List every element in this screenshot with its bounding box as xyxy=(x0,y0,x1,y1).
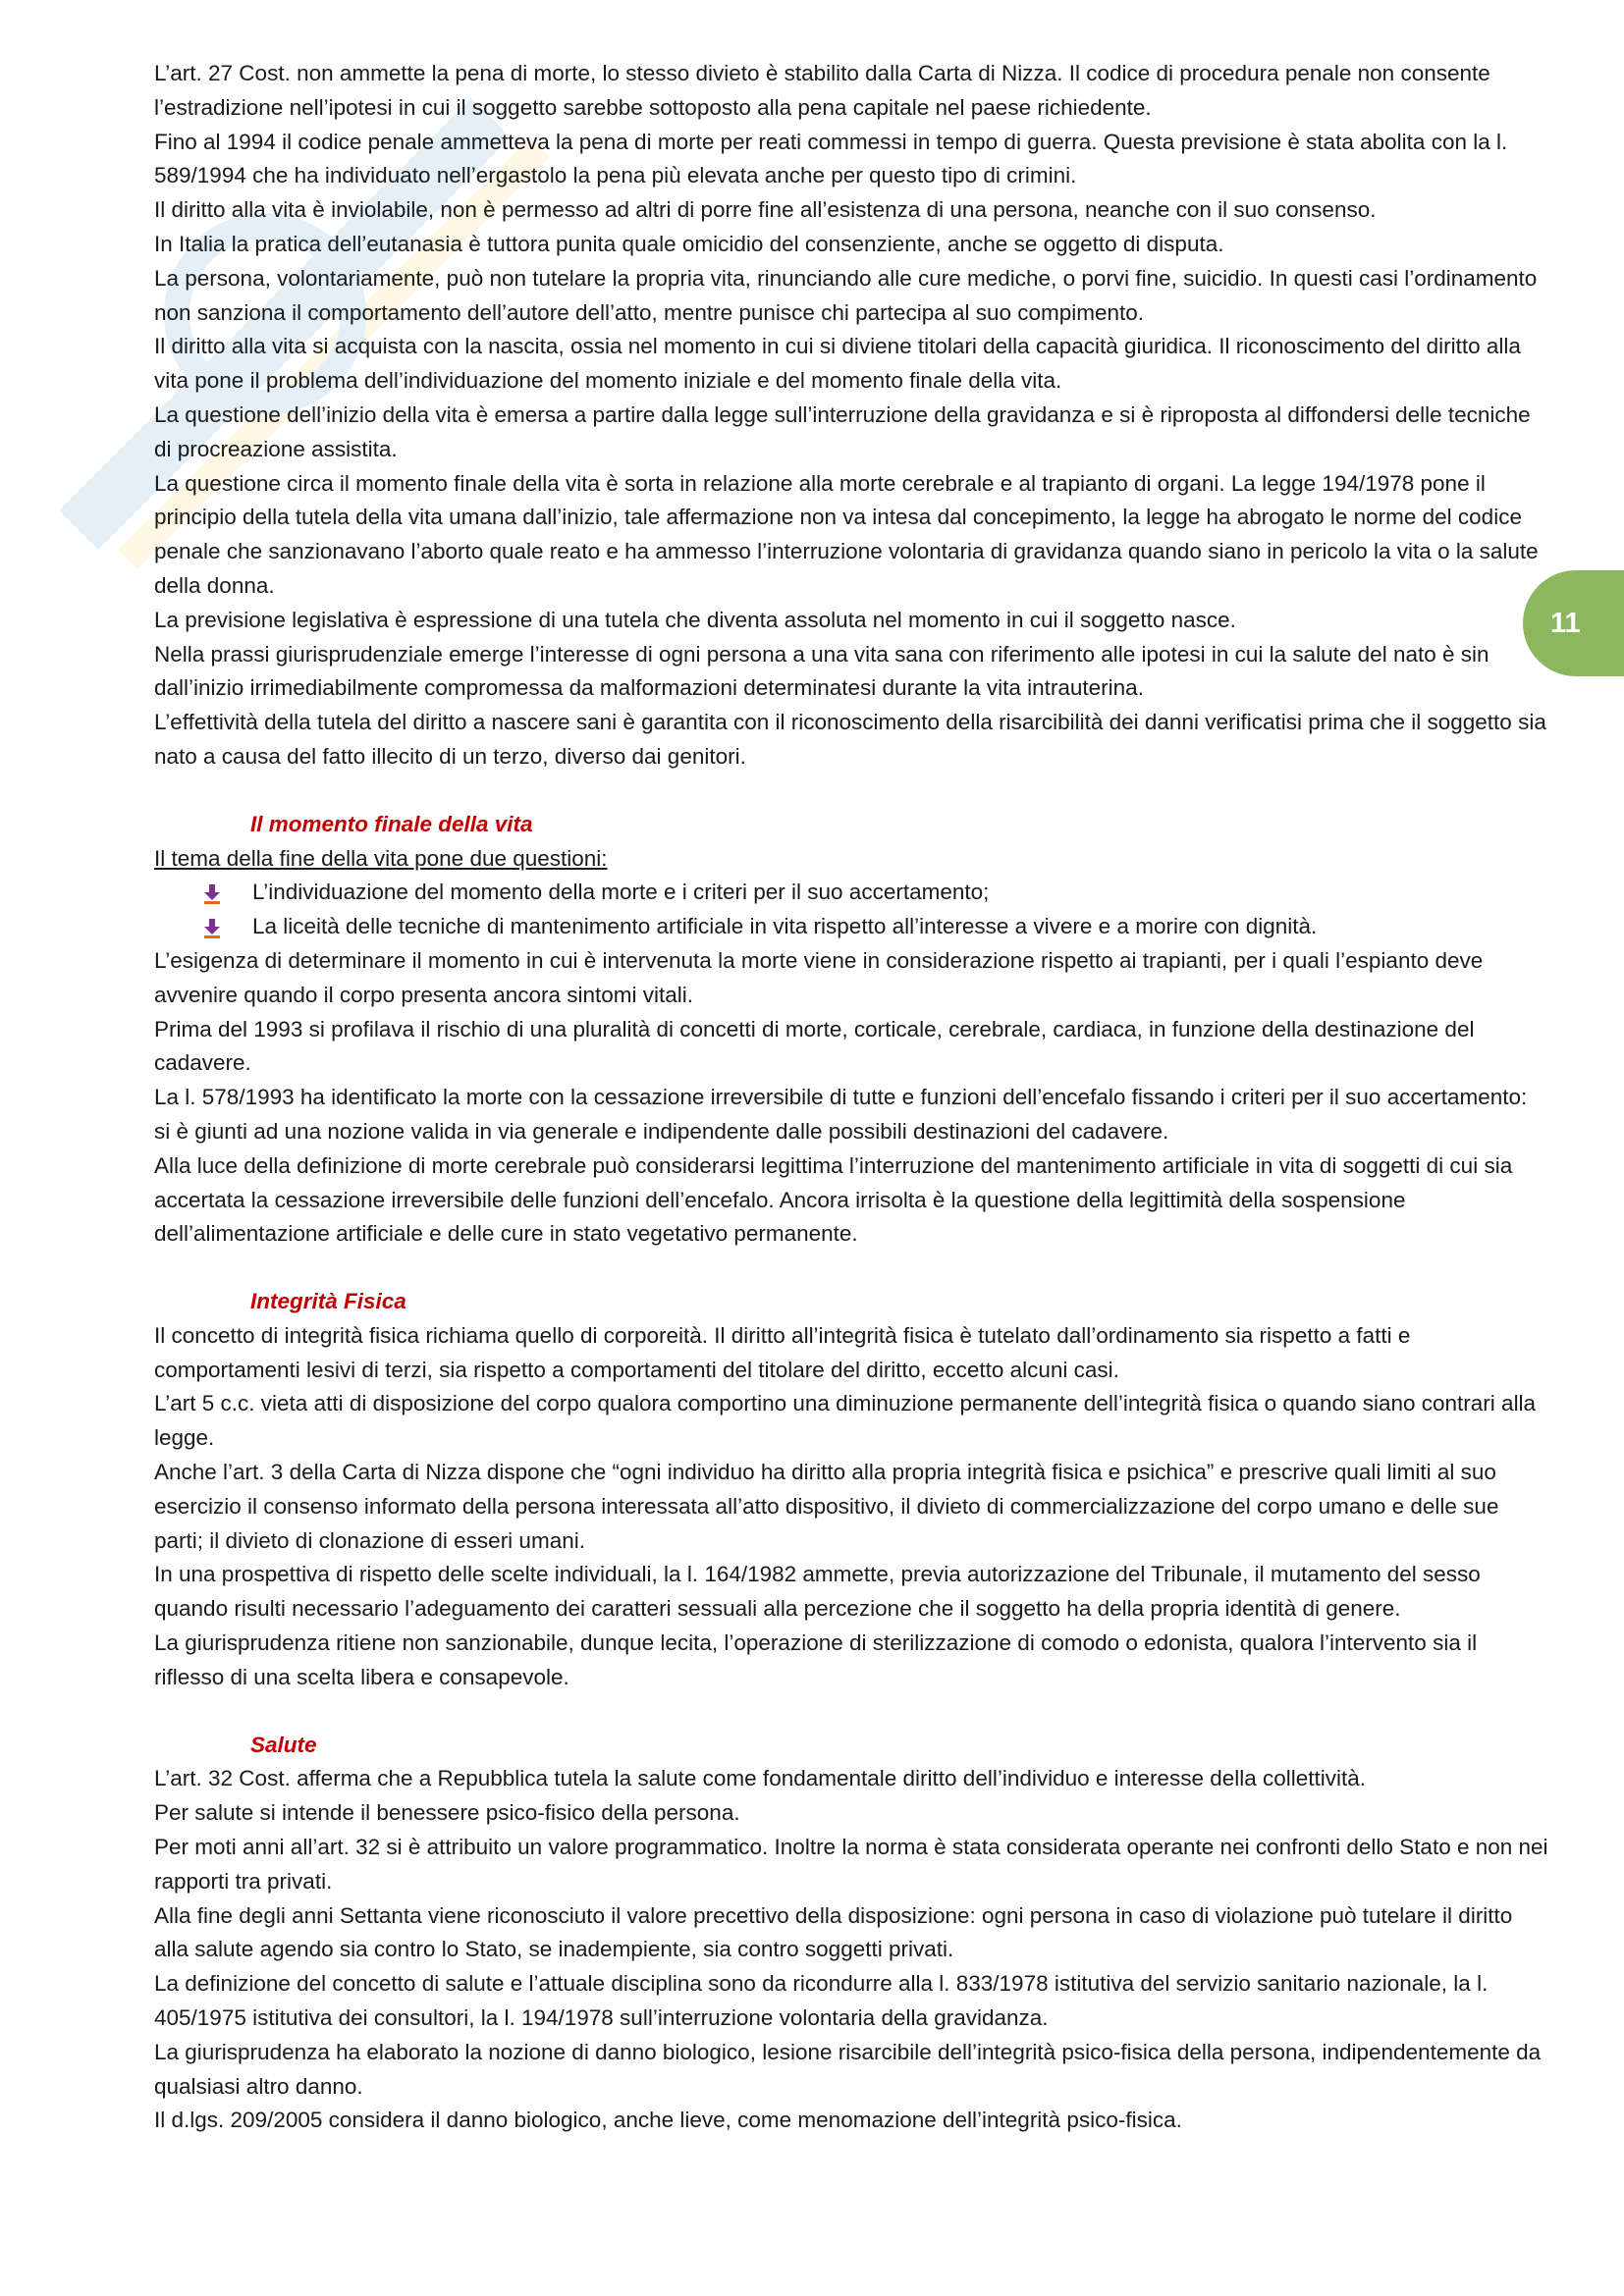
paragraph: La questione dell’inizio della vita è emersa a partire dalla legge sull’interruzione della gravidanza e si è riproposta al diffondersi delle tecniche di procreazione assistita. xyxy=(154,401,1531,461)
paragraph: L’esigenza di determinare il momento in cui è intervenuta la morte viene in considerazione rispetto ai trapianti, per i quali l’espianto deve avvenire quando il corpo presenta ancora sintomi vitali. xyxy=(154,947,1484,1007)
paragraph: In una prospettiva di rispetto delle scelte individuali, la l. 164/1982 ammette, previa autorizzazione del Tribunale, il mutamento del sesso quando risulti necessario l’adeguamento dei caratteri sessuali alla percezione che il soggetto ha della propria identità di genere. xyxy=(154,1562,1481,1622)
bullet-arrow-icon xyxy=(201,917,223,938)
paragraph: L’art. 27 Cost. non ammette la pena di morte, lo stesso divieto è stabilito dalla Carta di Nizza. Il codice di procedura penale non consente l’estradizione nell’ipotesi in cui il soggetto sarebbe sottoposto alla pena capitale nel paese richiedente. xyxy=(154,61,1490,120)
paragraph: L’effettività della tutela del diritto a nascere sani è garantita con il riconoscimento della risarcibilità dei danni verificatisi prima che il soggetto sia nato a causa del fatto illecito di un terzo, diverso dai genitori. xyxy=(154,710,1546,769)
paragraph: In Italia la pratica dell’eutanasia è tuttora punita quale omicidio del consenziente, anche se oggetto di disputa. xyxy=(154,231,1224,256)
list-item-text: L’individuazione del momento della morte e i criteri per il suo accertamento; xyxy=(252,880,990,905)
paragraph: Alla luce della definizione di morte cerebrale può considerarsi legittima l’interruzione del mantenimento artificiale in vita di soggetti di cui sia accertata la cessazione irreversibile delle funzioni dell’encefalo. Ancora irrisolta è la questione della legittimità della sospensione dell’alimentazione artificiale e delle cure in stato vegetativo permanente. xyxy=(154,1152,1513,1247)
paragraph: Il diritto alla vita si acquista con la nascita, ossia nel momento in cui si diviene titolari della capacità giuridica. Il riconoscimento del diritto alla vita pone il problema dell’individuazione del momento iniziale e del momento finale della vita. xyxy=(154,334,1521,394)
paragraph: La persona, volontariamente, può non tutelare la propria vita, rinunciando alle cure mediche, o porvi fine, suicidio. In questi casi l’ordinamento non sanziona il comportamento dell’autore dell’atto, mentre punisce chi partecipa al suo compimento. xyxy=(154,265,1538,325)
paragraph: La giurisprudenza ha elaborato la nozione di danno biologico, lesione risarcibile dell’integrità psico-fisica della persona, indipendentemente da qualsiasi altro danno. xyxy=(154,2039,1542,2099)
paragraph: Il concetto di integrità fisica richiama quello di corporeità. Il diritto all’integrità fisica è tutelato dall’ordinamento sia rispetto a fatti e comportamenti lesivi di terzi, sia rispetto a comportamenti del titolare del diritto, eccetto alcuni casi. xyxy=(154,1322,1411,1382)
paragraph: La giurisprudenza ritiene non sanzionabile, dunque lecita, l’operazione di sterilizzazione di comodo o edonista, qualora l’intervento sia il riflesso di una scelta libera e consapevole. xyxy=(154,1630,1478,1689)
paragraph: Il diritto alla vita è inviolabile, non è permesso ad altri di porre fine all’esistenza di una persona, neanche con il suo consenso. xyxy=(154,197,1377,223)
paragraph: Prima del 1993 si profilava il rischio di una pluralità di concetti di morte, corticale, cerebrale, cardiaca, in funzione della destinazione del cadavere. xyxy=(154,1016,1475,1076)
paragraph: La l. 578/1993 ha identificato la morte con la cessazione irreversibile di tutte e funzioni dell’encefalo fissando i criteri per il suo accertamento: si è giunti ad una nozione valida in via generale e indipendente dalle possibili destinazioni del cadavere. xyxy=(154,1085,1528,1144)
list-item-text: La liceità delle tecniche di mantenimento artificiale in vita rispetto all’interesse a vivere e a morire con dignità. xyxy=(252,914,1318,939)
section-salute xyxy=(154,1729,1548,2139)
section-fine-vita xyxy=(154,808,1548,1252)
section-subtitle: Il tema della fine della vita pone due questioni: xyxy=(154,845,608,871)
paragraph: L’art. 32 Cost. afferma che a Repubblica tutela la salute come fondamentale diritto dell’individuo e interesse della collettività. xyxy=(154,1766,1367,1791)
paragraph: La previsione legislativa è espressione di una tutela che diventa assoluta nel momento in cui il soggetto nasce. xyxy=(154,607,1236,632)
list-item xyxy=(201,876,1548,910)
intro-block xyxy=(154,57,1548,774)
paragraph: La questione circa il momento finale della vita è sorta in relazione alla morte cerebrale e al trapianto di organi. La legge 194/1978 pone il principio della tutela della vita umana dall’inizio, tale affermazione non va intesa dal concepimento, la legge ha abrogato le norme del codice penale che sanzionavano l’aborto quale reato e ha ammesso l’interruzione volontaria di gravidanza quando siano in pericolo la vita o la salute della donna. xyxy=(154,470,1539,598)
paragraph: Anche l’art. 3 della Carta di Nizza dispone che “ogni individuo ha diritto alla propria integrità fisica e psichica” e prescrive quali limiti al suo esercizio il consenso informato della persona interessata all’atto dispositivo, il divieto di commercializzazione del corpo umano e delle sue parti; il divieto di clonazione di esseri umani. xyxy=(154,1460,1499,1553)
section-heading: Il momento finale della vita xyxy=(250,811,533,836)
document-body xyxy=(154,57,1548,2138)
section-integrita xyxy=(154,1285,1548,1695)
bullet-list xyxy=(154,876,1548,944)
paragraph: Fino al 1994 il codice penale ammetteva la pena di morte per reati commessi in tempo di guerra. Questa previsione è stata abolita con la l. 589/1994 che ha individuato nell’ergastolo la pena più elevata anche per questo tipo di crimini. xyxy=(154,129,1508,188)
paragraph: Nella prassi giurisprudenziale emerge l’interesse di ogni persona a una vita sana con riferimento alle ipotesi in cui la salute del nato è sin dall’inizio irrimediabilmente compromessa da malformazioni determinatesi durante la vita intrauterina. xyxy=(154,641,1489,701)
paragraph: L’art 5 c.c. vieta atti di disposizione del corpo qualora comportino una diminuzione permanente dell’integrità fisica o quando siano contrari alla legge. xyxy=(154,1391,1537,1451)
page-number: 11 xyxy=(1550,607,1581,639)
paragraph: Per salute si intende il benessere psico-fisico della persona. xyxy=(154,1800,740,1826)
section-heading: Integrità Fisica xyxy=(250,1289,406,1314)
bullet-arrow-icon xyxy=(201,882,223,904)
section-heading: Salute xyxy=(250,1732,317,1757)
paragraph: La definizione del concetto di salute e l’attuale disciplina sono da ricondurre alla l. 833/1978 istitutiva del servizio sanitario nazionale, la l. 405/1975 istitutiva dei consultori, la l. 194/1978 sull’interruzione volontaria della gravidanza. xyxy=(154,1971,1489,2031)
paragraph: Alla fine degli anni Settanta viene riconosciuto il valore precettivo della disposizione: ogni persona in caso di violazione può tutelare il diritto alla salute agendo sia contro lo Stato, se inadempiente, sia contro soggetti privati. xyxy=(154,1902,1513,1962)
list-item xyxy=(201,910,1548,944)
paragraph: Per moti anni all’art. 32 si è attribuito un valore programmatico. Inoltre la norma è stata considerata operante nei confronti dello Stato e non nei rapporti tra privati. xyxy=(154,1835,1548,1894)
paragraph: Il d.lgs. 209/2005 considera il danno biologico, anche lieve, come menomazione dell’integrità psico-fisica. xyxy=(154,2108,1182,2133)
